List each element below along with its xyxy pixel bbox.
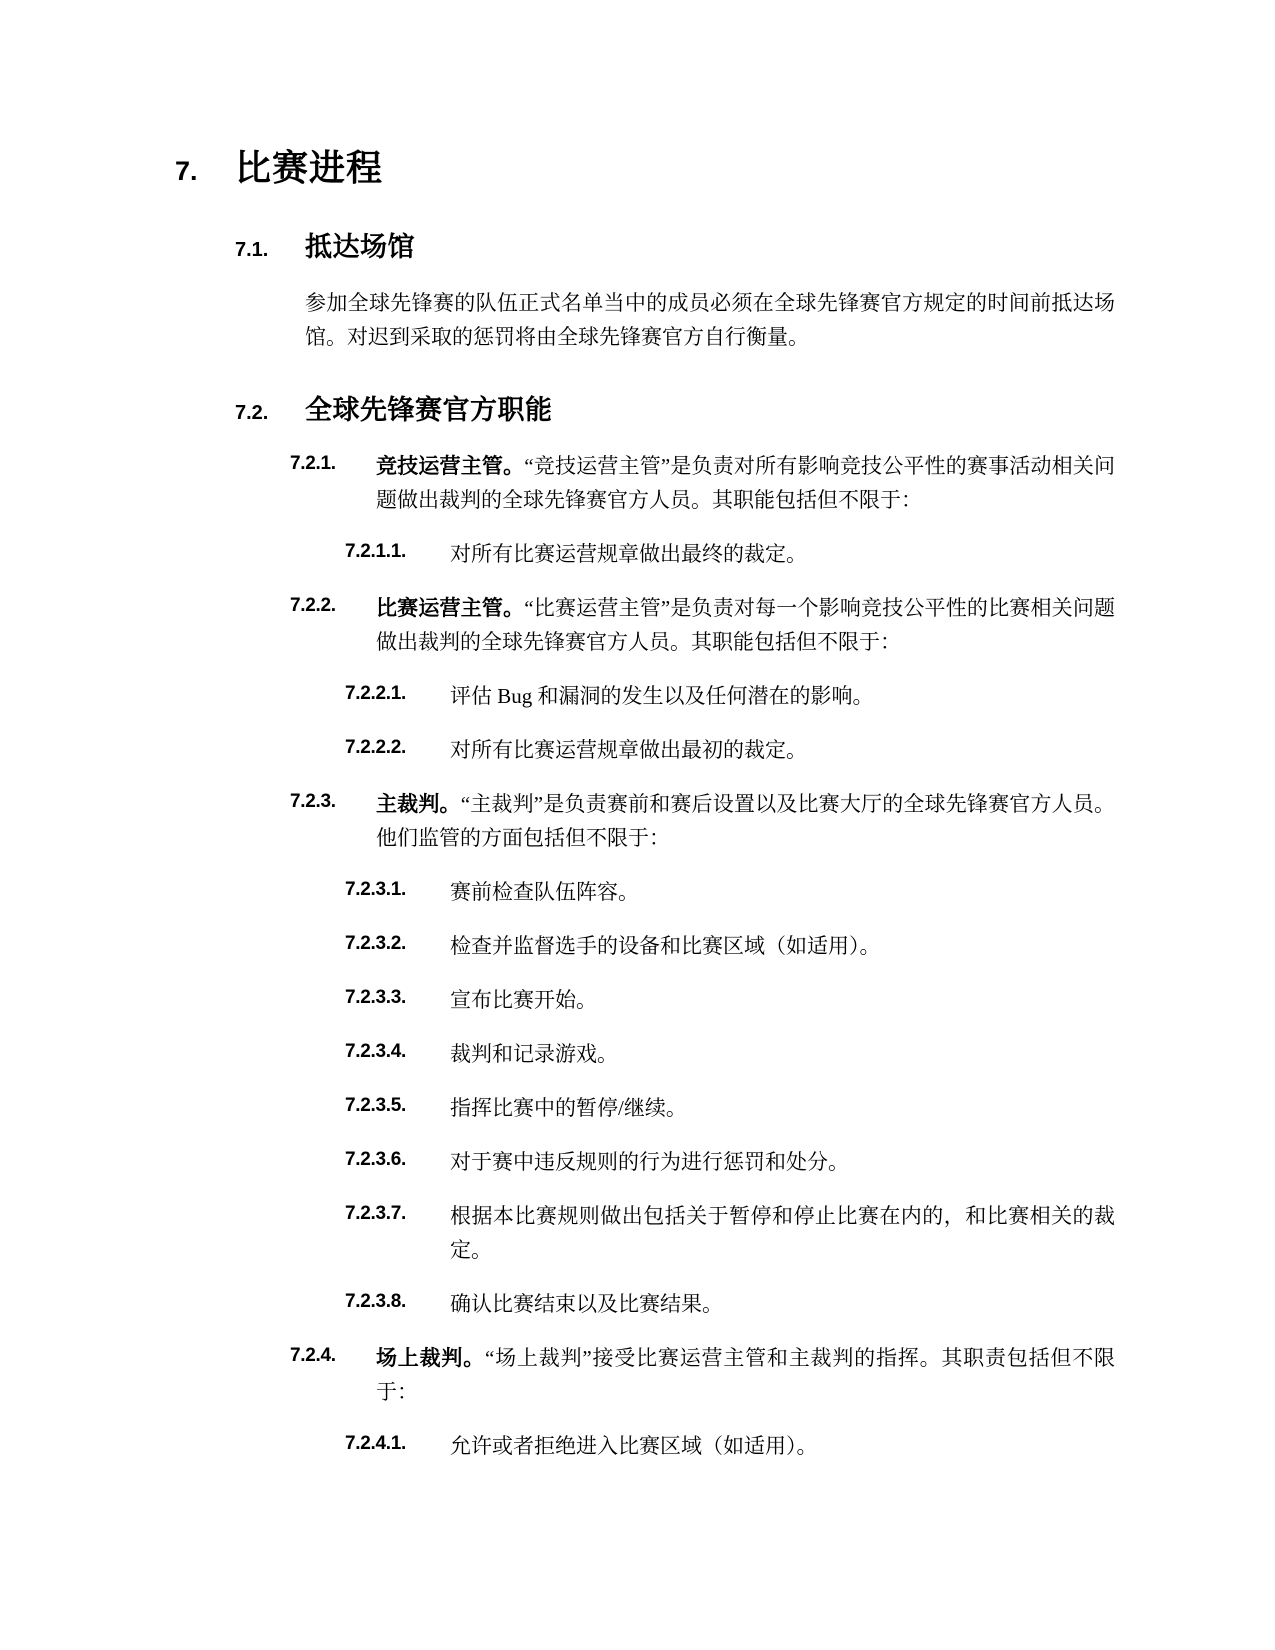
clause-text [376, 1341, 1115, 1409]
section-number: 7. [175, 156, 198, 186]
clause-text [376, 787, 1115, 855]
subclause-number: 7.2.3.3. [345, 987, 406, 1009]
clause-body: “比赛运营主管”是负责对每一个影响竞技公平性的比赛相关问题做出裁判的全球先锋赛官方人员。其职能包括但不限于： [376, 596, 1116, 655]
subsection-number: 7.2. [235, 402, 269, 425]
subclause-number: 7.2.3.6. [345, 1149, 406, 1171]
subclause-number: 7.2.2.2. [345, 737, 406, 759]
subclause-item [175, 1037, 1115, 1071]
subsection-number: 7.1. [235, 239, 269, 261]
subclause-text: 宣布比赛开始。 [450, 988, 597, 1013]
subclause-number: 7.2.3.8. [345, 1291, 406, 1313]
subsection-heading-7-1 [175, 225, 1115, 264]
clause-lead: 主裁判。 [376, 792, 461, 817]
subclause-item [175, 1287, 1115, 1321]
subclause-number: 7.2.3.7. [345, 1203, 406, 1225]
clause-body: “竞技运营主管”是负责对所有影响竞技公平性的赛事活动相关问题做出裁判的全球先锋赛官方人员。其职能包括但不限于： [376, 454, 1116, 513]
subclause-item [175, 679, 1115, 713]
subclause-item [175, 733, 1115, 767]
subclause-item [175, 1091, 1115, 1125]
subclause-text: 评估 Bug 和漏洞的发生以及任何潜在的影响。 [450, 684, 874, 709]
subclause-text: 对于赛中违反规则的行为进行惩罚和处分。 [450, 1150, 849, 1175]
clause-item [175, 1341, 1115, 1409]
clause-body: “场上裁判”接受比赛运营主管和主裁判的指挥。其职责包括但不限于： [376, 1346, 1116, 1405]
page-title: 比赛进程 [235, 148, 384, 188]
subclause-item [175, 875, 1115, 909]
clause-item [175, 591, 1115, 659]
clause-number: 7.2.4. [290, 1345, 336, 1367]
subclause-number: 7.2.1.1. [345, 541, 406, 563]
subclause-number: 7.2.2.1. [345, 683, 406, 705]
subclause-item [175, 1199, 1115, 1267]
subclause-number: 7.2.3.5. [345, 1095, 406, 1117]
clause-number: 7.2.1. [290, 453, 336, 475]
clause-lead: 比赛运营主管。 [376, 596, 525, 621]
clause-lead: 场上裁判。 [376, 1346, 486, 1371]
subclause-text: 检查并监督选手的设备和比赛区域（如适用）。 [450, 934, 881, 959]
subclause-text: 对所有比赛运营规章做出最初的裁定。 [450, 738, 807, 763]
clause-number: 7.2.3. [290, 791, 336, 813]
subsection-title: 抵达场馆 [305, 232, 415, 262]
subclause-text: 根据本比赛规则做出包括关于暂停和停止比赛在内的，和比赛相关的裁定。 [450, 1204, 1115, 1263]
subclause-text: 裁判和记录游戏。 [450, 1042, 618, 1067]
subclause-number: 7.2.4.1. [345, 1433, 406, 1455]
subclause-item [175, 983, 1115, 1017]
subsection-title: 全球先锋赛官方职能 [305, 395, 553, 426]
subclause-item [175, 1429, 1115, 1463]
subclause-text: 允许或者拒绝进入比赛区域（如适用）。 [450, 1434, 818, 1459]
clause-text [376, 591, 1115, 659]
clause-item [175, 787, 1115, 855]
subclause-number: 7.2.3.1. [345, 879, 406, 901]
section-heading-7 [175, 140, 1115, 191]
subclause-number: 7.2.3.4. [345, 1041, 406, 1063]
arrival-paragraph: 参加全球先锋赛的队伍正式名单当中的成员必须在全球先锋赛官方规定的时间前抵达场馆。对迟到采取的惩罚将由全球先锋赛官方自行衡量。 [305, 291, 1115, 350]
subclause-text: 对所有比赛运营规章做出最终的裁定。 [450, 542, 807, 567]
subclause-number: 7.2.3.2. [345, 933, 406, 955]
clause-item [175, 449, 1115, 517]
clause-number: 7.2.2. [290, 595, 336, 617]
subclause-item [175, 1145, 1115, 1179]
subclause-item [175, 537, 1115, 571]
subsection-heading-7-2 [175, 388, 1115, 427]
subclause-text: 赛前检查队伍阵容。 [450, 880, 639, 905]
subclause-item [175, 929, 1115, 963]
clause-lead: 竞技运营主管。 [376, 454, 525, 479]
subclause-text: 指挥比赛中的暂停/继续。 [450, 1096, 687, 1121]
clause-body: “主裁判”是负责赛前和赛后设置以及比赛大厅的全球先锋赛官方人员。他们监管的方面包括但不限于： [376, 792, 1116, 851]
subclause-text: 确认比赛结束以及比赛结果。 [450, 1292, 723, 1317]
clause-text [376, 449, 1115, 517]
